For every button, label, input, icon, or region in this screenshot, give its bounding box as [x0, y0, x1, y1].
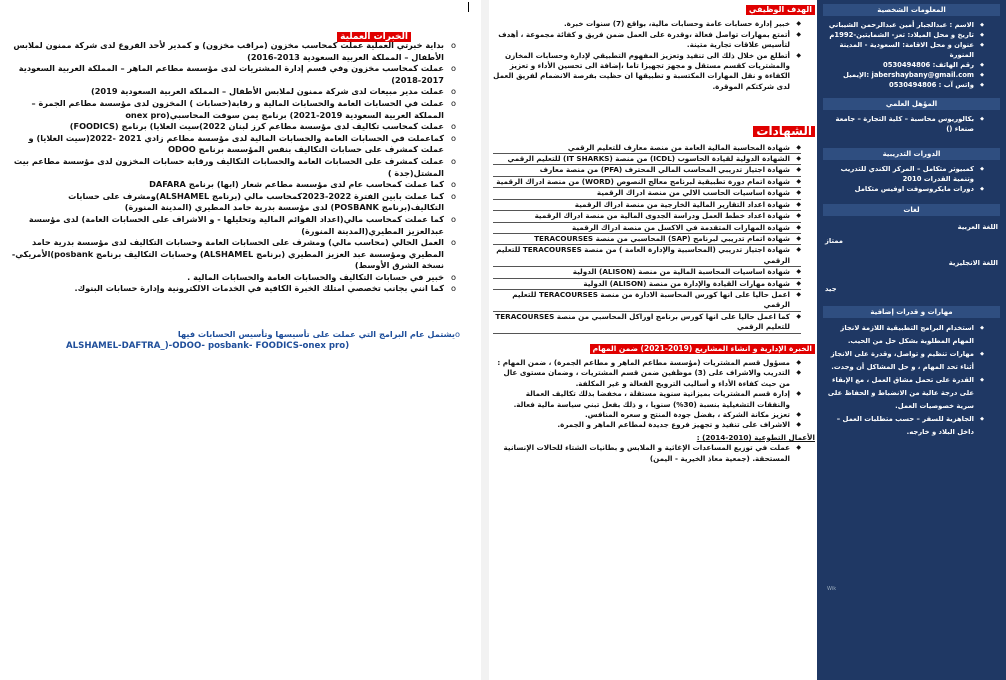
skill-item: ◆ الجاهزية للسفر – حسب متطلبات العمل – داخل البلاد و خارجه.: [825, 413, 984, 439]
cert-item: ◆ شهادة اساسيات الحاسب الالي من منصة ادراك الرقمية: [493, 188, 801, 199]
experience-item: o عملت في الحسابات العامة والحسابات المالية و رقابة(حسابات ) المخزون لدى مؤسسة مطاعم الجمرة – المملكة العربية السعودية 2019-2021) برنامج يمن سوفت المحاسبي(onex pro: [6, 98, 456, 121]
cert-item: ◆ شهادة المحاسبة المالية العامة من منصة معارف للتعليم الرقمي: [493, 143, 801, 154]
programs-title: oيشتمل عام البرامج التي عملت على تأسيسها وتأسيس الحسابات فيها: [177, 329, 460, 340]
courses-info: [817, 164, 1006, 194]
main-column: [493, 0, 815, 680]
birth-line: ◆ تاريخ و محل الميلاد: تعز- الشمايتين-1992م: [825, 30, 984, 40]
languages-title: لغات: [823, 204, 1000, 216]
footer-mark: Wik: [827, 586, 837, 592]
certs-heading: الشهادات: [493, 126, 815, 138]
courses-title: الدورات التدريبية: [823, 148, 1000, 160]
experience-item: o كما عملت بابين الفترة 2022-2023كمحاسب مالي (برنامج ALSHAMEL)ومشرف على حسابات التكاليف(برنامج POSBANK) لدى مؤسسة بدرية حامد المطيري (المدينة المنورة): [6, 191, 456, 214]
personal-title: المعلومات الشخصية: [823, 4, 1000, 16]
cert-item: ◆ شهادة اعداد التقارير المالية الخارجية من منصة ادراك الرقمية: [493, 200, 801, 211]
lang-english: اللغة الانجليزية: [948, 259, 998, 267]
email-line: ◆ jabershaybany@gmail.com :الإيميل: [825, 70, 984, 80]
name-line: ◆ الاسم : عبدالجبار أمين عبدالرحمن الشيباني: [825, 20, 984, 30]
cert-item: ◆ شهادة اجتياز تدريبي (المحاسبية والإدارة العامة ) من منصة TERACOURSES للتعليم الرقمي: [493, 245, 801, 267]
admin-item: ◆ مسؤول قسم المشتريات (مؤسسة مطاعم الماهر و مطاعم الجمرة) ، ضمن المهام :: [493, 358, 801, 368]
experience-item: o كما عملت كمحاسب مالي(اعداد القوائم المالية وتحليلها - و الاشراف على الحسابات العامة) لدى مؤسسة عبدالعزيز المطيري(المدينة المنورة): [6, 214, 456, 237]
cert-item: ◆ شهادة اعداد خطط العمل ودراسة الجدوى المالية من منصة ادراك الرقمية: [493, 211, 801, 222]
goal-item: ◆ خبير إدارة حسابات عامة وحسابات مالية، بواقع (7) سنوات خبرة.: [493, 19, 801, 29]
residence-line: ◆ عنوان و محل الاقامة: السعودية - المدينة المنورة: [825, 40, 984, 60]
phone-line: ◆ رقم الهاتف: 0530494806: [825, 60, 984, 70]
cert-item: ◆ كما اعمل حاليا على انها كورس برنامج اوراكل المحاسبي من منصة TERACOURSES للتعليم الرقمي: [493, 312, 801, 334]
skill-item: ◆ استخدام البرامج التطبيقية اللازمة لانجاز المهام المطلوبة بشكل حل من الحيب.: [825, 322, 984, 348]
experience-item: o خبير في حسابات التكاليف والحسابات العامة والحسابات المالية .: [6, 272, 456, 284]
goal-heading: الهدف الوظيفي: [493, 5, 815, 15]
lang-english-level: جيد: [825, 285, 837, 293]
education-title: المؤهل العلمي: [823, 98, 1000, 110]
cert-item: ◆ شهادة اجتياز تدريبي المحاسب المالي المحترف (PFA) من منصة معارف: [493, 165, 801, 176]
education-info: [817, 114, 1006, 134]
cert-item: ◆ شهادة المهارات المتقدمة في الاكسل من منصة ادراك الرقمية: [493, 223, 801, 234]
volunteer-heading: الأعمال التطوعية (2010-2014) :: [696, 432, 815, 442]
experience-list: [6, 40, 470, 352]
experience-item: o عملت مدير مبيعات لدى شركة ممنون لملابس الأطفال – المملكة العربية السعودية 2019): [6, 86, 456, 98]
text-cursor: [468, 2, 469, 12]
document-page-left: [0, 0, 481, 680]
experience-item: o كما انني بجانب تخصصي امتلك الخبرة الكافية في الخدمات الالكترونية وإدارة حسابات البنوك.: [6, 283, 456, 295]
education-text: ◆ بكالوريوس محاسبة – كلية التجارة – جامعة صنعاء (): [825, 114, 984, 134]
goal-item: ◆ أتطلع من خلال ذلك الى تنفيذ وتعزيز المفهوم التطبيقي لإدارة وحسابات المخازن والمشتريات كقسم مستقل و مجهز تجهيزا تاما ،إضافة الى تحسين الأداء و تعزيز الكفاءة و نقل المهارات المكتسبة و تطبيقها ان حظيت بفرصة الانضمام لفريق العمل لدى شركتكم الموقرة.: [493, 51, 801, 93]
experience-heading: الخبرات العملية: [337, 24, 411, 43]
cert-item: ◆ الشهادة الدولية لقيادة الحاسوب (ICDL) من منصة (IT SHARKS) للتعليم الرقمي: [493, 154, 801, 165]
experience-item: o عملت كمحاسب مخزون وفي قسم إدارة المشتريات لدى مؤسسة مطاعم الماهر – المملكة العربية السعودية 2017-2018): [6, 63, 456, 86]
course-item: ◆ كمبيوتر متكامل – المركز الكندي للتدريب وتنمية القدرات 2010: [825, 164, 984, 184]
goal-item: ◆ أتمتع بمهارات تواصل فعالة ،وقدرة على العمل ضمن فريق و كفائة مجموعة ، أهدف لتأسيس علاقات تجارية متينة.: [493, 30, 801, 51]
experience-item: o عملت كمشرف على الحسابات العامة والحسابات التكاليف ورقابة حسابات المخزون لدى مؤسسة مطاعم بيت المشتل(جدة ): [6, 156, 456, 179]
cert-item: ◆ شهادة اساسيات المحاسبة المالية من منصة (ALISON) الدولية: [493, 267, 801, 278]
document-page-right: [489, 0, 1006, 680]
languages-info: [817, 220, 1006, 296]
admin-item: ◆ الاشراف على تنفيذ و تجهيز فروع جديدة لمطاعم الماهر و الجمرة.: [493, 420, 801, 430]
lang-arabic: اللغة العربية: [957, 223, 998, 231]
experience-item: o كما عملت كمحاسب عام لدى مؤسسة مطاعم شعار (ابها) برنامج DAFARA: [6, 179, 456, 191]
experience-item: o العمل الحالي (محاسب مالي) ومشرف على الحسابات العامة وحسابات التكاليف لدى مؤسسة بدرية حامد المطيري ومؤسسة عبد العزيز المطيري (برنامج ALSHAMEL) وحسابات التكاليف برنامج posbank)الأمريكي-نسخة الشرق الأوسط): [6, 237, 456, 272]
course-item: ◆ دورات مايكروسوفت اوفيس متكامل: [825, 184, 984, 194]
experience-item: o عملت كمحاسب تكاليف لدى مؤسسة مطاعم كرز لبنان 2022)سيت العلايا) برنامج (FOODICS): [6, 121, 456, 133]
whatsapp-line: ◆ واتس آب : 0530494806: [825, 80, 984, 90]
cert-item: ◆ شهادة مهارات القيادة والإدارة من منصة (ALISON) الدولية: [493, 279, 801, 290]
skill-item: ◆ مهارات تنظيم و تواصل، وقدرة على الانجاز أثناء تحد المهام ، و حل المشاكل أن وجدت.: [825, 348, 984, 374]
skill-item: ◆ القدرة على تحمل مشاق العمل ، مع الإبقاء على درجة عالية من الانضباط و الحفاظ على سرية خصوصيات العمل.: [825, 374, 984, 413]
experience-item: o كماعملت في الحسابات العامة والحسابات المالية لدى مؤسسة مطاعم زادي 2021 -2022(سيت العلايا) و عملت كمشرف على حسابات التكاليف بنفس المؤسسة برنامج ODOO: [6, 133, 456, 156]
personal-info: [817, 20, 1006, 90]
cert-item: ◆ شهادة اتمام دورة تطبيقية لبرنامج معالج النصوص (WORD) من منصة ادراك الرقمية: [493, 177, 801, 188]
sidebar: [817, 0, 1006, 680]
cert-item: ◆ شهادة اتمام تدريبي لبرنامج (SAP) المحاسبي من منصة TERACOURSES: [493, 234, 801, 245]
skills-info: [817, 322, 1006, 439]
programs-list: ALSHAMEL-DAFTRA_)-ODOO- posbank- FOODICS-onex pro): [66, 340, 350, 351]
lang-arabic-level: ممتاز: [825, 237, 844, 245]
cert-item: ◆ اعمل حاليا على انها كورس المحاسبة الادارة من منصة TERACOURSES للتعليم الرقمي: [493, 290, 801, 312]
skills-title: مهارات و قدرات إضافية: [823, 306, 1000, 318]
experience-item: o بداية خبرتي العملية عملت كمحاسب مخزون (مراقب مخزون) و كمدير لأحد الفروع لدى شركة ممنون لملابس الأطفال – المملكة العربية السعودية 2013-2016): [6, 40, 456, 63]
volunteer-text: ◆ عملت في توزيع المساعدات الإغاثية و الملابس و بطانيات الشتاء للحالات الإنسانية المستحقة. (جمعية معاذ الخيرية - اليمن): [493, 443, 801, 464]
admin-item: ◆ تعزيز مكانة الشركة ، بفضل جودة المنتج و سعره المنافس.: [493, 410, 801, 420]
admin-item: ◆ التدريب والاشراف على (3) موظفين ضمن قسم المشتريات ، وضمان مستوى عال من حيث كفاءة الأداء و أساليب الترويج الفعالة و غير المكلفة.: [493, 368, 801, 389]
admin-heading: الخبرة الإدارية و انشاء المشاريع (2019-2021) ضمن المهام: [493, 344, 815, 354]
admin-item: ◆ إدارة قسم المشتريات بميزانية سنوية مستقلة ، مخفضا بذلك تكاليف العمالة والنفقات التشغيلية بنسبة (30%) سنويا ، و ذلك بفعل تبني سياسة مالية فعالة.: [493, 389, 801, 410]
